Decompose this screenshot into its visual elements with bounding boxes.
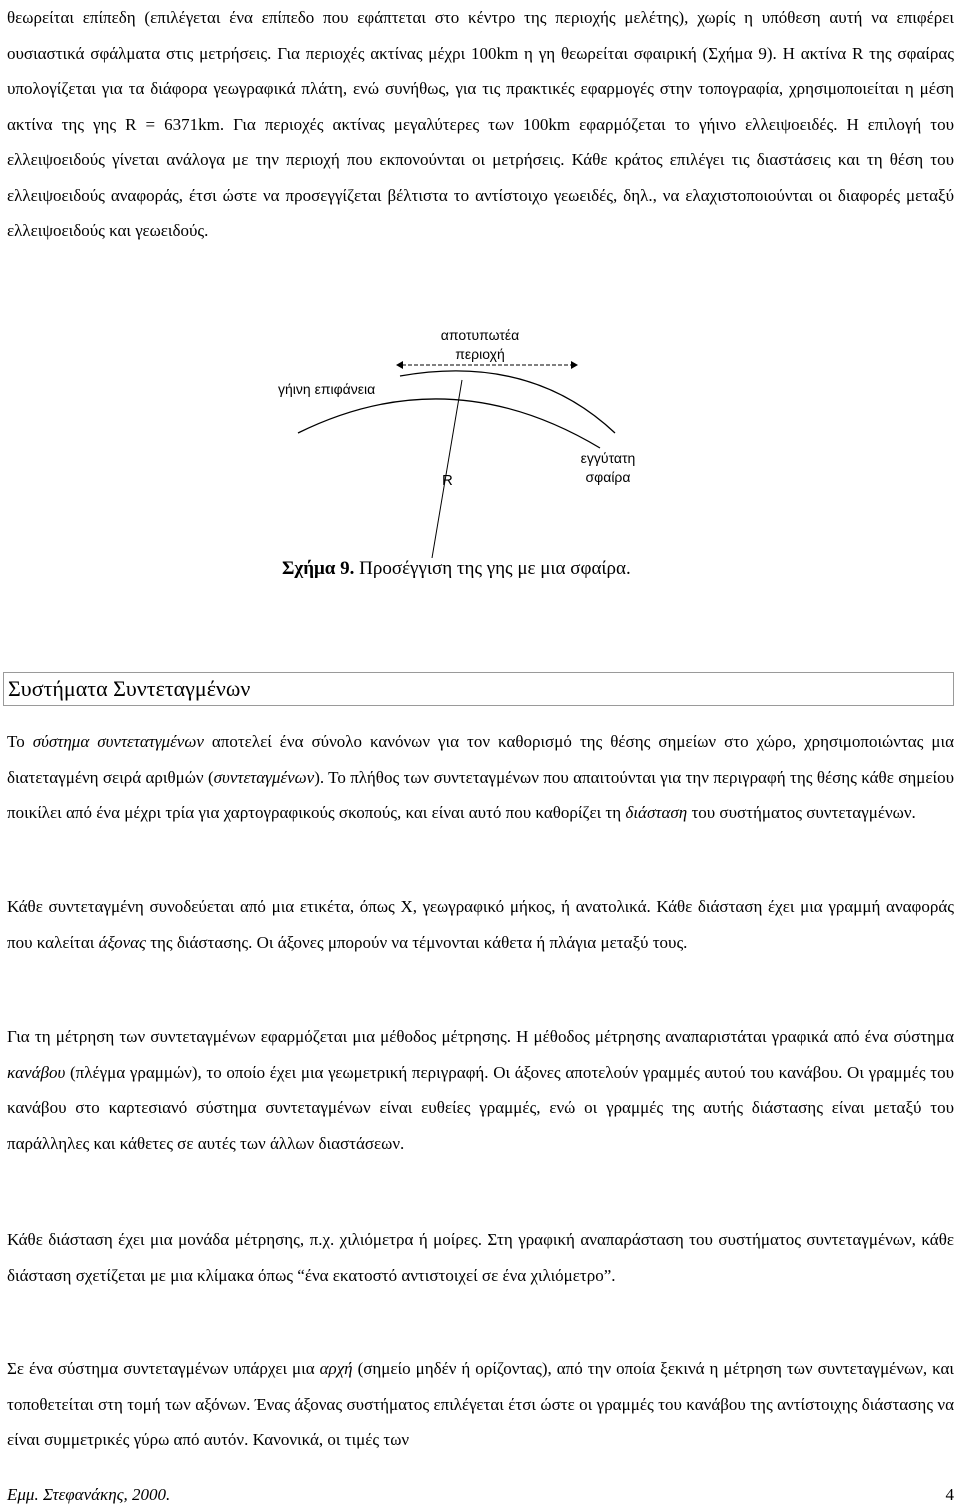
intro-text: θεωρείται επίπεδη (επιλέγεται ένα επίπεδο που εφάπτεται στο κέντρο της περιοχής μελέτης), χωρίς η υπόθεση αυτή να επιφέρει ουσιαστικά σφάλματα στις μετρήσεις. Για περιοχές ακτίνας μέχρι 100km η γη θεωρείται σφαιρική (Σχήμα 9). Η ακτίνα R της σφαίρας υπολογίζεται για τα διάφορα γεωγραφικά πλάτη, ενώ συνήθως, για τις πρακτικές εφαρμογές στην τοπογραφία, χρησιμοποιείται η μέση ακτίνα της γης R = 6371km. Για περιοχές ακτίνας μεγαλύτερες των 100km εφαρμόζεται το γήινο ελλειψοειδές. Η επιλογή του ελλειψοειδούς γίνεται ανάλογα με την περιοχή που εκπονούνται οι μετρήσεις. Κάθε κράτος επιλέγει τις διαστάσεις και τη θέση του ελλειψοειδούς αναφοράς, έτσι ώστε να προσεγγίζεται βέλτιστα το αντίστοιχο γεωειδές, δηλ., να ελαχιστοποιούνται οι διαφορές μεταξύ ελλειψοειδούς και γεωειδούς. bbox=[7, 8, 954, 240]
earth-surface-label: γήινη επιφάνεια bbox=[278, 381, 376, 397]
nearest-sphere-arc bbox=[400, 371, 615, 433]
section-heading: Συστήματα Συντεταγμένων bbox=[3, 672, 954, 706]
dashed-line-left-arrow bbox=[396, 361, 403, 369]
radius-line bbox=[432, 380, 462, 558]
paragraph-grid: Για τη μέτρηση των συντεταγμένων εφαρμόζεται μια μέθοδος μέτρησης. Η μέθοδος μέτρησης αναπαριστάται γραφικά από ένα σύστημα κανάβου (πλέγμα γραμμών), το οποίο έχει μια γεωμετρική περιγραφή. Οι άξονες αποτελούν γραμμές αυτού του κανάβου. Οι γραμμές του κανάβου στο καρτεσιανό σύστημα συντεταγμένων είναι ευθείες γραμμές, ενώ οι γραμμές της αυτής διάστασης είναι μεταξύ του παράλληλες και κάθετες σε αυτές των άλλων διαστάσεων. bbox=[7, 1027, 954, 1153]
paragraph-axes: Κάθε συντεταγμένη συνοδεύεται από μια ετικέτα, όπως Χ, γεωγραφικό μήκος, ή ανατολικά. Κάθε διάσταση έχει μια γραμμή αναφοράς που καλείται άξονας της διάστασης. Οι άξονες μπορούν να τέμνονται κάθετα ή πλάγια μεταξύ τους. bbox=[7, 897, 954, 952]
paragraph-units: Κάθε διάσταση έχει μια μονάδα μέτρησης, π.χ. χιλιόμετρα ή μοίρες. Στη γραφική αναπαράσταση του συστήματος συντεταγμένων, κάθε διάσταση σχετίζεται με μια κλίμακα όπως “ένα εκατοστό αντιστοιχεί σε ένα χιλιόμετρο”. bbox=[7, 1230, 954, 1285]
mapped-area-label: αποτυπωτέα περιοχή bbox=[440, 327, 520, 362]
figure-earth-sphere bbox=[230, 318, 730, 588]
paragraph-coordinate-system: Το σύστημα συντετατγμένων αποτελεί ένα σύνολο κανόνων για τον καθορισμό της θέσης σημείων στο χώρο, χρησιμοποιώντας μια διατεταγμένη σειρά αριθμών (συντεταγμένων). Το πλήθος των συντεταγμένων που απαιτούνται για την περιγραφή της θέσης κάθε σημείου ποικίλει από ένα μέχρι τρία για χαρτογραφικούς σκοπούς, και είναι αυτό που καθορίζει τη διάσταση του συστήματος συντεταγμένων. bbox=[7, 732, 954, 822]
paragraph-origin: Σε ένα σύστημα συντεταγμένων υπάρχει μια αρχή (σημείο μηδέν ή ορίζοντας), από την οποία ξεκινά η μέτρηση των συντεταγμένων, και τοποθετείται στη τομή των αξόνων. Ένας άξονας συστήματος επιλέγεται έτσι ώστε οι γραμμές του κανάβου της αντίστοιχης διάστασης να είναι συμμετρικές γύρω από αυτόν. Κανονικά, οι τιμές των bbox=[7, 1359, 954, 1449]
footer-author: Εμμ. Στεφανάκης, 2000. bbox=[7, 1485, 171, 1504]
dashed-line-right-arrow bbox=[571, 361, 578, 369]
nearest-sphere-label: εγγύτατη σφαίρα bbox=[580, 450, 636, 485]
earth-surface-arc bbox=[298, 399, 600, 448]
radius-label: R bbox=[442, 472, 453, 489]
page-number: 4 bbox=[945, 1485, 954, 1504]
figure-caption-text: Προσέγγιση της γης με μια σφαίρα. bbox=[354, 558, 631, 579]
figure-caption bbox=[282, 558, 631, 580]
figure-caption-number: Σχήμα 9. bbox=[282, 558, 355, 579]
intro-paragraph bbox=[7, 0, 954, 249]
